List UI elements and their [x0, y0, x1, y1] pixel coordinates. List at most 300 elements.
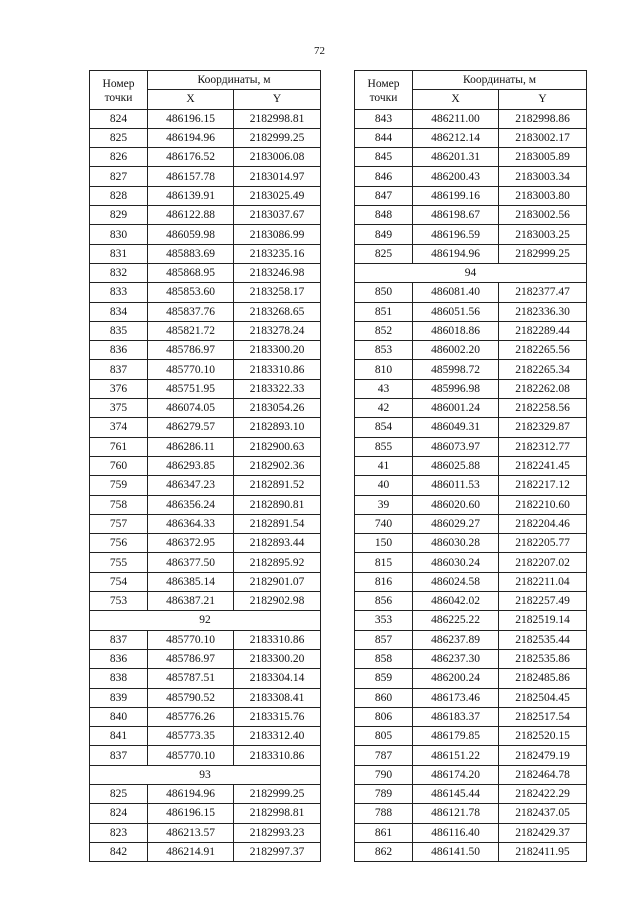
point-number-cell: 839 — [90, 688, 148, 707]
x-coordinate-cell: 486237.30 — [413, 649, 499, 668]
x-coordinate-cell: 486200.24 — [413, 669, 499, 688]
y-coordinate-cell: 2182265.34 — [499, 360, 587, 379]
x-coordinate-cell: 486200.43 — [413, 167, 499, 186]
x-coordinate-cell: 486122.88 — [148, 206, 234, 225]
point-number-cell: 853 — [355, 341, 413, 360]
point-number-cell: 831 — [90, 244, 148, 263]
point-number-header-line2: точки — [369, 91, 398, 104]
table-row — [355, 476, 587, 495]
y-coordinate-cell: 2182211.04 — [499, 572, 587, 591]
x-coordinate-cell: 485996.98 — [413, 379, 499, 398]
point-number-cell: 856 — [355, 592, 413, 611]
x-coordinate-cell: 485770.10 — [148, 360, 234, 379]
y-coordinate-cell: 2183003.34 — [499, 167, 587, 186]
y-coordinate-cell: 2182895.92 — [234, 553, 321, 572]
table-row — [90, 244, 321, 263]
y-header: Y — [499, 90, 587, 109]
table-row — [355, 302, 587, 321]
table-row — [90, 456, 321, 475]
x-coordinate-cell: 486116.40 — [413, 823, 499, 842]
y-coordinate-cell: 2182262.08 — [499, 379, 587, 398]
point-number-cell: 758 — [90, 495, 148, 514]
y-coordinate-cell: 2183310.86 — [234, 630, 321, 649]
x-coordinate-cell: 485790.52 — [148, 688, 234, 707]
x-coordinate-cell: 486074.05 — [148, 399, 234, 418]
point-number-cell: 825 — [355, 244, 413, 263]
point-number-cell: 761 — [90, 437, 148, 456]
y-coordinate-cell: 2182900.63 — [234, 437, 321, 456]
table-row — [90, 630, 321, 649]
x-coordinate-cell: 486279.57 — [148, 418, 234, 437]
x-coordinate-cell: 485787.51 — [148, 669, 234, 688]
x-coordinate-cell: 486151.22 — [413, 746, 499, 765]
point-number-cell: 843 — [355, 109, 413, 128]
x-coordinate-cell: 485837.76 — [148, 302, 234, 321]
point-number-cell: 756 — [90, 534, 148, 553]
point-number-cell: 840 — [90, 707, 148, 726]
y-coordinate-cell: 2183268.65 — [234, 302, 321, 321]
point-number-cell: 375 — [90, 399, 148, 418]
section-row — [355, 263, 587, 282]
x-coordinate-cell: 486347.23 — [148, 476, 234, 495]
point-number-header — [90, 71, 148, 110]
x-coordinate-cell: 486173.46 — [413, 688, 499, 707]
x-coordinate-cell: 485773.35 — [148, 727, 234, 746]
y-coordinate-cell: 2183003.80 — [499, 186, 587, 205]
point-number-cell: 825 — [90, 128, 148, 147]
x-coordinate-cell: 486286.11 — [148, 437, 234, 456]
coordinates-header: Координаты, м — [148, 71, 321, 90]
x-coordinate-cell: 486183.37 — [413, 707, 499, 726]
table-row — [355, 360, 587, 379]
y-coordinate-cell: 2182890.81 — [234, 495, 321, 514]
y-coordinate-cell: 2183002.56 — [499, 206, 587, 225]
x-coordinate-cell: 485883.69 — [148, 244, 234, 263]
point-number-cell: 150 — [355, 534, 413, 553]
table-row — [355, 553, 587, 572]
y-coordinate-cell: 2183310.86 — [234, 746, 321, 765]
y-coordinate-cell: 2182901.07 — [234, 572, 321, 591]
x-coordinate-cell: 485776.26 — [148, 707, 234, 726]
table-row — [90, 399, 321, 418]
x-coordinate-cell: 486011.53 — [413, 476, 499, 495]
table-row — [90, 321, 321, 340]
table-row — [90, 379, 321, 398]
point-number-cell: 861 — [355, 823, 413, 842]
y-coordinate-cell: 2182210.60 — [499, 495, 587, 514]
table-row — [90, 206, 321, 225]
point-number-cell: 837 — [90, 746, 148, 765]
x-coordinate-cell: 486025.88 — [413, 456, 499, 475]
point-number-cell: 376 — [90, 379, 148, 398]
y-coordinate-cell: 2183246.98 — [234, 263, 321, 282]
y-coordinate-cell: 2182422.29 — [499, 784, 587, 803]
y-coordinate-cell: 2182205.77 — [499, 534, 587, 553]
y-coordinate-cell: 2183086.99 — [234, 225, 321, 244]
y-coordinate-cell: 2182520.15 — [499, 727, 587, 746]
y-coordinate-cell: 2183278.24 — [234, 321, 321, 340]
table-row — [355, 611, 587, 630]
point-number-cell: 42 — [355, 399, 413, 418]
table-row — [355, 148, 587, 167]
point-number-cell: 835 — [90, 321, 148, 340]
point-number-cell: 855 — [355, 437, 413, 456]
point-number-cell: 833 — [90, 283, 148, 302]
table-row — [90, 302, 321, 321]
table-row — [90, 283, 321, 302]
point-number-cell: 857 — [355, 630, 413, 649]
point-number-cell: 862 — [355, 842, 413, 861]
point-number-cell: 837 — [90, 360, 148, 379]
x-coordinate-cell: 486196.15 — [148, 804, 234, 823]
x-coordinate-cell: 486213.57 — [148, 823, 234, 842]
point-number-cell: 832 — [90, 263, 148, 282]
point-number-cell: 353 — [355, 611, 413, 630]
table-row — [90, 128, 321, 147]
x-coordinate-cell: 485998.72 — [413, 360, 499, 379]
x-coordinate-cell: 486029.27 — [413, 514, 499, 533]
y-coordinate-cell: 2182265.56 — [499, 341, 587, 360]
x-header: X — [413, 90, 499, 109]
table-row — [355, 746, 587, 765]
x-coordinate-cell: 486214.91 — [148, 842, 234, 861]
table-row — [90, 823, 321, 842]
y-coordinate-cell: 2182902.36 — [234, 456, 321, 475]
y-coordinate-cell: 2182891.54 — [234, 514, 321, 533]
point-number-cell: 851 — [355, 302, 413, 321]
y-coordinate-cell: 2182893.44 — [234, 534, 321, 553]
y-coordinate-cell: 2182902.98 — [234, 592, 321, 611]
section-row — [90, 611, 321, 630]
table-row — [355, 186, 587, 205]
point-number-cell: 787 — [355, 746, 413, 765]
y-coordinate-cell: 2182329.87 — [499, 418, 587, 437]
x-coordinate-cell: 486030.28 — [413, 534, 499, 553]
table-row — [90, 341, 321, 360]
table-row — [90, 669, 321, 688]
y-coordinate-cell: 2183304.14 — [234, 669, 321, 688]
x-coordinate-cell: 486356.24 — [148, 495, 234, 514]
x-coordinate-cell: 485821.72 — [148, 321, 234, 340]
point-number-cell: 826 — [90, 148, 148, 167]
point-number-cell: 824 — [90, 109, 148, 128]
point-number-cell: 827 — [90, 167, 148, 186]
table-row — [90, 167, 321, 186]
x-coordinate-cell: 486024.58 — [413, 572, 499, 591]
table-row — [90, 784, 321, 803]
table-row — [90, 476, 321, 495]
x-coordinate-cell: 486020.60 — [413, 495, 499, 514]
y-coordinate-cell: 2182997.37 — [234, 842, 321, 861]
y-coordinate-cell: 2182535.86 — [499, 649, 587, 668]
y-coordinate-cell: 2182998.81 — [234, 804, 321, 823]
point-number-cell: 374 — [90, 418, 148, 437]
point-number-cell: 825 — [90, 784, 148, 803]
x-coordinate-cell: 486364.33 — [148, 514, 234, 533]
table-row — [90, 495, 321, 514]
table-row — [355, 321, 587, 340]
point-number-cell: 849 — [355, 225, 413, 244]
y-coordinate-cell: 2182377.47 — [499, 283, 587, 302]
x-coordinate-cell: 486030.24 — [413, 553, 499, 572]
x-coordinate-cell: 486387.21 — [148, 592, 234, 611]
table-row — [90, 688, 321, 707]
y-coordinate-cell: 2183235.16 — [234, 244, 321, 263]
table-row — [355, 437, 587, 456]
x-coordinate-cell: 486212.14 — [413, 128, 499, 147]
x-coordinate-cell: 486001.24 — [413, 399, 499, 418]
y-coordinate-cell: 2183322.33 — [234, 379, 321, 398]
point-number-cell: 754 — [90, 572, 148, 591]
y-coordinate-cell: 2183315.76 — [234, 707, 321, 726]
table-row — [90, 592, 321, 611]
table-row — [355, 128, 587, 147]
y-coordinate-cell: 2183308.41 — [234, 688, 321, 707]
point-number-cell: 40 — [355, 476, 413, 495]
table-row — [355, 688, 587, 707]
y-coordinate-cell: 2183006.08 — [234, 148, 321, 167]
point-number-cell: 847 — [355, 186, 413, 205]
x-coordinate-cell: 486042.02 — [413, 592, 499, 611]
point-number-cell: 41 — [355, 456, 413, 475]
point-number-cell: 824 — [90, 804, 148, 823]
point-number-cell: 39 — [355, 495, 413, 514]
table-row — [355, 399, 587, 418]
x-coordinate-cell: 486194.96 — [413, 244, 499, 263]
point-number-header — [355, 71, 413, 110]
table-row — [355, 572, 587, 591]
y-coordinate-cell: 2182519.14 — [499, 611, 587, 630]
x-coordinate-cell: 486081.40 — [413, 283, 499, 302]
y-coordinate-cell: 2182993.23 — [234, 823, 321, 842]
point-number-cell: 836 — [90, 341, 148, 360]
x-coordinate-cell: 486157.78 — [148, 167, 234, 186]
x-coordinate-cell: 486194.96 — [148, 128, 234, 147]
point-number-cell: 854 — [355, 418, 413, 437]
table-row — [90, 148, 321, 167]
point-number-cell: 841 — [90, 727, 148, 746]
table-row — [90, 842, 321, 861]
point-number-header-line1: Номер — [102, 77, 135, 90]
table-row — [355, 804, 587, 823]
y-coordinate-cell: 2182535.44 — [499, 630, 587, 649]
table-row — [90, 649, 321, 668]
y-coordinate-cell: 2183300.20 — [234, 341, 321, 360]
x-coordinate-cell: 485751.95 — [148, 379, 234, 398]
x-coordinate-cell: 486179.85 — [413, 727, 499, 746]
table-row — [355, 842, 587, 861]
table-row — [355, 765, 587, 784]
y-coordinate-cell: 2182998.81 — [234, 109, 321, 128]
y-coordinate-cell: 2182429.37 — [499, 823, 587, 842]
point-number-cell: 834 — [90, 302, 148, 321]
x-coordinate-cell: 485770.10 — [148, 746, 234, 765]
point-number-cell: 805 — [355, 727, 413, 746]
coordinates-table-left — [89, 70, 321, 862]
table-row — [355, 283, 587, 302]
y-coordinate-cell: 2182893.10 — [234, 418, 321, 437]
point-number-cell: 836 — [90, 649, 148, 668]
y-coordinate-cell: 2183310.86 — [234, 360, 321, 379]
y-coordinate-cell: 2183312.40 — [234, 727, 321, 746]
y-coordinate-cell: 2182336.30 — [499, 302, 587, 321]
y-coordinate-cell: 2182312.77 — [499, 437, 587, 456]
y-coordinate-cell: 2182464.78 — [499, 765, 587, 784]
x-coordinate-cell: 486211.00 — [413, 109, 499, 128]
table-row — [355, 418, 587, 437]
x-coordinate-cell: 486196.15 — [148, 109, 234, 128]
table-row — [90, 727, 321, 746]
y-coordinate-cell: 2182437.05 — [499, 804, 587, 823]
y-coordinate-cell: 2182998.86 — [499, 109, 587, 128]
point-number-cell: 43 — [355, 379, 413, 398]
y-coordinate-cell: 2183002.17 — [499, 128, 587, 147]
table-row — [355, 534, 587, 553]
y-coordinate-cell: 2182999.25 — [234, 784, 321, 803]
table-row — [355, 206, 587, 225]
point-number-cell: 848 — [355, 206, 413, 225]
point-number-cell: 810 — [355, 360, 413, 379]
table-row — [355, 109, 587, 128]
point-number-cell: 806 — [355, 707, 413, 726]
y-coordinate-cell: 2182517.54 — [499, 707, 587, 726]
x-coordinate-cell: 486199.16 — [413, 186, 499, 205]
x-coordinate-cell: 486176.52 — [148, 148, 234, 167]
y-coordinate-cell: 2182485.86 — [499, 669, 587, 688]
point-number-cell: 846 — [355, 167, 413, 186]
table-row — [90, 553, 321, 572]
point-number-cell: 828 — [90, 186, 148, 205]
y-coordinate-cell: 2183258.17 — [234, 283, 321, 302]
point-number-header-line1: Номер — [367, 77, 400, 90]
x-coordinate-cell: 486174.20 — [413, 765, 499, 784]
table-row — [355, 592, 587, 611]
point-number-cell: 815 — [355, 553, 413, 572]
x-header: X — [148, 90, 234, 109]
y-coordinate-cell: 2183037.67 — [234, 206, 321, 225]
y-coordinate-cell: 2183025.49 — [234, 186, 321, 205]
x-coordinate-cell: 486293.85 — [148, 456, 234, 475]
table-row — [90, 534, 321, 553]
y-coordinate-cell: 2182217.12 — [499, 476, 587, 495]
table-row — [90, 360, 321, 379]
table-row — [90, 514, 321, 533]
x-coordinate-cell: 486051.56 — [413, 302, 499, 321]
x-coordinate-cell: 486145.44 — [413, 784, 499, 803]
table-row — [90, 109, 321, 128]
point-number-cell: 859 — [355, 669, 413, 688]
x-coordinate-cell: 486385.14 — [148, 572, 234, 591]
y-coordinate-cell: 2182504.45 — [499, 688, 587, 707]
y-coordinate-cell: 2182411.95 — [499, 842, 587, 861]
table-row — [90, 437, 321, 456]
table-row — [355, 379, 587, 398]
table-row — [355, 514, 587, 533]
x-coordinate-cell: 486141.50 — [413, 842, 499, 861]
x-coordinate-cell: 485853.60 — [148, 283, 234, 302]
point-number-cell: 850 — [355, 283, 413, 302]
point-number-cell: 755 — [90, 553, 148, 572]
x-coordinate-cell: 485770.10 — [148, 630, 234, 649]
x-coordinate-cell: 485786.97 — [148, 341, 234, 360]
x-coordinate-cell: 486225.22 — [413, 611, 499, 630]
table-row — [90, 418, 321, 437]
point-number-cell: 837 — [90, 630, 148, 649]
table-row — [355, 823, 587, 842]
y-coordinate-cell: 2182258.56 — [499, 399, 587, 418]
point-number-cell: 852 — [355, 321, 413, 340]
table-row — [90, 707, 321, 726]
table-row — [355, 495, 587, 514]
x-coordinate-cell: 486237.89 — [413, 630, 499, 649]
point-number-cell: 790 — [355, 765, 413, 784]
point-number-cell: 830 — [90, 225, 148, 244]
table-row — [90, 263, 321, 282]
y-coordinate-cell: 2182257.49 — [499, 592, 587, 611]
table-row — [90, 186, 321, 205]
point-number-cell: 759 — [90, 476, 148, 495]
point-number-cell: 842 — [90, 842, 148, 861]
table-row — [355, 244, 587, 263]
y-coordinate-cell: 2183005.89 — [499, 148, 587, 167]
y-coordinate-cell: 2182999.25 — [234, 128, 321, 147]
point-number-cell: 860 — [355, 688, 413, 707]
y-coordinate-cell: 2183054.26 — [234, 399, 321, 418]
y-header: Y — [234, 90, 321, 109]
x-coordinate-cell: 486002.20 — [413, 341, 499, 360]
point-number-cell: 845 — [355, 148, 413, 167]
point-number-cell: 838 — [90, 669, 148, 688]
table-row — [355, 456, 587, 475]
x-coordinate-cell: 486194.96 — [148, 784, 234, 803]
coordinates-table-right-body — [355, 109, 587, 862]
x-coordinate-cell: 486018.86 — [413, 321, 499, 340]
coordinates-header: Координаты, м — [413, 71, 587, 90]
x-coordinate-cell: 485786.97 — [148, 649, 234, 668]
table-row — [355, 707, 587, 726]
point-number-cell: 823 — [90, 823, 148, 842]
table-row — [355, 225, 587, 244]
x-coordinate-cell: 486372.95 — [148, 534, 234, 553]
y-coordinate-cell: 2183003.25 — [499, 225, 587, 244]
coordinates-table-left-body — [90, 109, 321, 862]
section-row — [90, 765, 321, 784]
coordinates-table-right — [354, 70, 587, 862]
y-coordinate-cell: 2182479.19 — [499, 746, 587, 765]
x-coordinate-cell: 486121.78 — [413, 804, 499, 823]
y-coordinate-cell: 2182241.45 — [499, 456, 587, 475]
x-coordinate-cell: 486059.98 — [148, 225, 234, 244]
point-number-cell: 816 — [355, 572, 413, 591]
y-coordinate-cell: 2182891.52 — [234, 476, 321, 495]
x-coordinate-cell: 486073.97 — [413, 437, 499, 456]
table-row — [355, 167, 587, 186]
point-number-cell: 844 — [355, 128, 413, 147]
point-number-cell: 753 — [90, 592, 148, 611]
x-coordinate-cell: 486198.67 — [413, 206, 499, 225]
x-coordinate-cell: 485868.95 — [148, 263, 234, 282]
table-row — [355, 630, 587, 649]
point-number-cell: 829 — [90, 206, 148, 225]
point-number-cell: 789 — [355, 784, 413, 803]
table-row — [355, 727, 587, 746]
table-row — [355, 649, 587, 668]
point-number-cell: 788 — [355, 804, 413, 823]
point-number-cell: 740 — [355, 514, 413, 533]
table-row — [355, 784, 587, 803]
x-coordinate-cell: 486049.31 — [413, 418, 499, 437]
x-coordinate-cell: 486377.50 — [148, 553, 234, 572]
